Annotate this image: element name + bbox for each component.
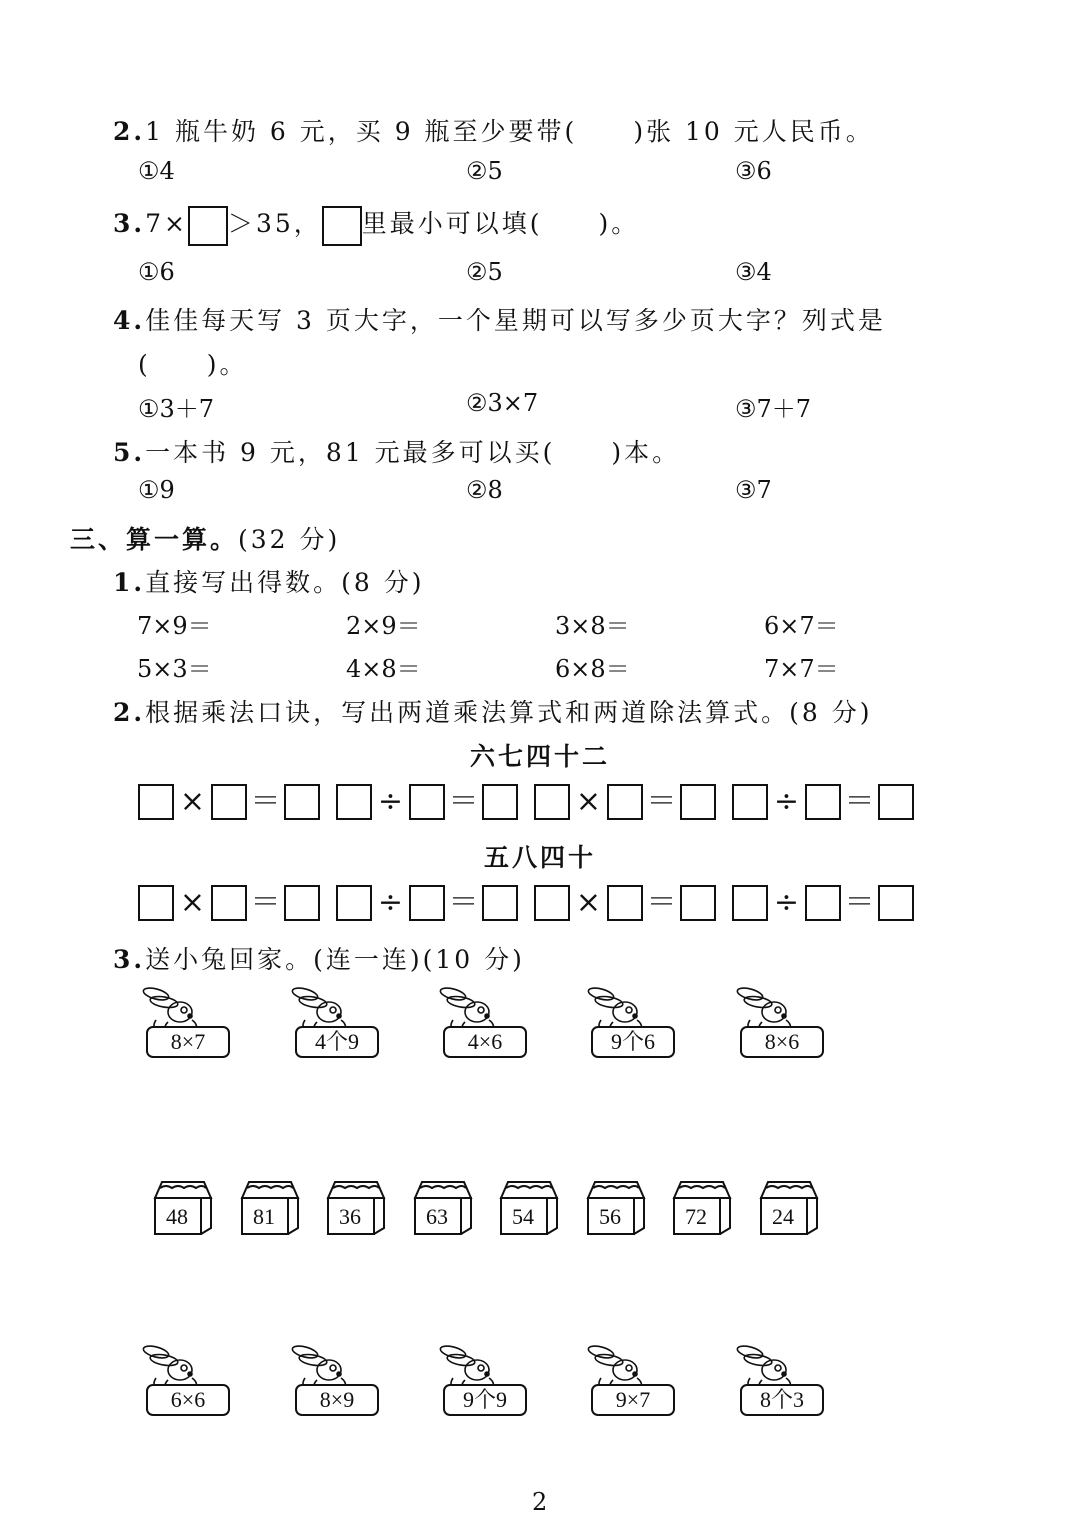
question-number: 2.	[113, 117, 146, 146]
divide-sign: ÷	[773, 784, 800, 819]
arith-item[interactable]: 3×8＝	[555, 612, 630, 640]
rabbit-card-label: 4×6	[443, 1026, 527, 1058]
answer-box[interactable]	[878, 885, 914, 921]
question-number: 3.	[113, 945, 146, 974]
question-5	[113, 433, 680, 469]
question-3	[113, 204, 639, 246]
answer-box[interactable]	[680, 885, 716, 921]
house[interactable]	[671, 1178, 733, 1238]
option[interactable]: ①4	[138, 157, 175, 185]
option[interactable]: ①6	[138, 258, 175, 286]
option[interactable]: ②5	[466, 258, 503, 286]
rabbit-card-label: 4个9	[295, 1026, 379, 1058]
house-number: 48	[166, 1204, 188, 1229]
answer-box[interactable]	[409, 885, 445, 921]
house[interactable]	[585, 1178, 647, 1238]
answer-box[interactable]	[336, 885, 372, 921]
rabbit-card[interactable]	[287, 984, 377, 1064]
equals-sign: ＝	[844, 885, 875, 920]
times-sign: ×	[179, 885, 206, 920]
section-heading	[70, 520, 340, 556]
answer-box[interactable]	[607, 885, 643, 921]
option[interactable]: ①3＋7	[138, 395, 215, 423]
section-score: (32 分)	[238, 525, 341, 554]
answer-box[interactable]	[680, 784, 716, 820]
answer-box[interactable]	[805, 784, 841, 820]
blank-box[interactable]	[322, 206, 362, 246]
option[interactable]: ③4	[735, 258, 772, 286]
equals-sign: ＝	[646, 885, 677, 920]
rabbit-card[interactable]	[435, 984, 525, 1064]
answer-box[interactable]	[732, 784, 768, 820]
question-2	[113, 112, 874, 148]
subquestion-3	[113, 940, 525, 976]
option[interactable]: ③7＋7	[735, 395, 812, 423]
rabbit-card-label: 9个9	[443, 1384, 527, 1416]
house[interactable]	[758, 1178, 820, 1238]
question-number: 4.	[113, 306, 146, 335]
rabbit-card-label: 8×6	[740, 1026, 824, 1058]
rabbit-card[interactable]	[732, 1342, 822, 1422]
option[interactable]: ③6	[735, 157, 772, 185]
question-text-mid: ＞35，	[227, 209, 322, 238]
answer-box[interactable]	[284, 885, 320, 921]
equals-sign: ＝	[448, 885, 479, 920]
rhyme-label: 五八四十	[484, 843, 597, 872]
option[interactable]: ②5	[466, 157, 503, 185]
rabbit-card-label: 8个3	[740, 1384, 824, 1416]
arith-item[interactable]: 4×8＝	[346, 655, 421, 683]
arith-item[interactable]: 6×8＝	[555, 655, 630, 683]
option[interactable]: ③7	[735, 476, 772, 504]
question-text-post: 里最小可以填( )。	[361, 209, 640, 238]
answer-box[interactable]	[409, 784, 445, 820]
answer-box[interactable]	[138, 784, 174, 820]
answer-box[interactable]	[878, 784, 914, 820]
answer-box[interactable]	[284, 784, 320, 820]
option[interactable]: ②3×7	[466, 389, 539, 417]
answer-box[interactable]	[138, 885, 174, 921]
rabbit-card-label: 8×9	[295, 1384, 379, 1416]
house[interactable]	[412, 1178, 474, 1238]
answer-box[interactable]	[336, 784, 372, 820]
house-number: 24	[772, 1204, 794, 1229]
divide-sign: ÷	[377, 784, 404, 819]
arith-item[interactable]: 2×9＝	[346, 612, 421, 640]
rabbit-card[interactable]	[732, 984, 822, 1064]
rabbit-card-label: 9个6	[591, 1026, 675, 1058]
house-number: 36	[339, 1204, 361, 1229]
house-number: 56	[599, 1204, 621, 1229]
equals-sign: ＝	[844, 784, 875, 819]
equation-row-2	[138, 885, 914, 921]
rabbit-card[interactable]	[138, 1342, 228, 1422]
question-4	[113, 301, 886, 337]
times-sign: ×	[179, 784, 206, 819]
times-sign: ×	[575, 784, 602, 819]
option[interactable]: ②8	[466, 476, 503, 504]
house-number: 54	[512, 1204, 534, 1229]
house[interactable]	[239, 1178, 301, 1238]
equals-sign: ＝	[250, 784, 281, 819]
rabbit-card[interactable]	[138, 984, 228, 1064]
rabbit-card[interactable]	[287, 1342, 377, 1422]
equation-row-1	[138, 784, 914, 820]
house-number: 72	[685, 1204, 707, 1229]
divide-sign: ÷	[773, 885, 800, 920]
answer-box[interactable]	[534, 784, 570, 820]
answer-box[interactable]	[482, 784, 518, 820]
answer-box[interactable]	[805, 885, 841, 921]
subquestion-2	[113, 693, 873, 729]
arith-item[interactable]: 7×7＝	[764, 655, 839, 683]
rabbit-card[interactable]	[583, 1342, 673, 1422]
answer-box[interactable]	[211, 784, 247, 820]
question-text: 佳佳每天写 3 页大字，一个星期可以写多少页大字？列式是	[145, 306, 886, 335]
subquestion-1	[113, 563, 425, 599]
answer-box[interactable]	[482, 885, 518, 921]
question-number: 3.	[113, 209, 146, 238]
rhyme-label: 六七四十二	[470, 742, 611, 771]
question-title: 送小兔回家。(连一连)	[145, 945, 423, 974]
question-text: 一本书 9 元，81 元最多可以买( )本。	[145, 438, 681, 467]
divide-sign: ÷	[377, 885, 404, 920]
question-number: 2.	[113, 698, 146, 727]
blank-box[interactable]	[188, 206, 228, 246]
house-number: 81	[253, 1204, 275, 1229]
arith-item[interactable]: 7×9＝	[137, 612, 212, 640]
rabbit-card-label: 8×7	[146, 1026, 230, 1058]
question-number: 5.	[113, 438, 146, 467]
question-text-line2: ( )。	[138, 350, 248, 379]
question-number: 1.	[113, 568, 146, 597]
answer-box[interactable]	[534, 885, 570, 921]
question-title: 根据乘法口诀，写出两道乘法算式和两道除法算式。	[145, 698, 790, 727]
section-title: 三、算一算。	[70, 525, 239, 554]
house[interactable]	[325, 1178, 387, 1238]
question-score: (8 分)	[341, 568, 425, 597]
house-number: 63	[426, 1204, 448, 1229]
times-sign: ×	[575, 885, 602, 920]
question-title: 直接写出得数。	[145, 568, 342, 597]
answer-box[interactable]	[732, 885, 768, 921]
rabbit-card[interactable]	[583, 984, 673, 1064]
equals-sign: ＝	[250, 885, 281, 920]
question-score: (10 分)	[422, 945, 525, 974]
equals-sign: ＝	[646, 784, 677, 819]
page-number: 2	[532, 1488, 548, 1516]
rabbit-card[interactable]	[435, 1342, 525, 1422]
equals-sign: ＝	[448, 784, 479, 819]
house[interactable]	[152, 1178, 214, 1238]
question-text-pre: 7×	[145, 209, 188, 238]
arith-item[interactable]: 5×3＝	[137, 655, 212, 683]
question-score: (8 分)	[789, 698, 873, 727]
answer-box[interactable]	[211, 885, 247, 921]
rabbit-card-label: 9×7	[591, 1384, 675, 1416]
arith-item[interactable]: 6×7＝	[764, 612, 839, 640]
house[interactable]	[498, 1178, 560, 1238]
option[interactable]: ①9	[138, 476, 175, 504]
question-text: 1 瓶牛奶 6 元，买 9 瓶至少要带( )张 10 元人民币。	[145, 117, 874, 146]
rabbit-card-label: 6×6	[146, 1384, 230, 1416]
answer-box[interactable]	[607, 784, 643, 820]
